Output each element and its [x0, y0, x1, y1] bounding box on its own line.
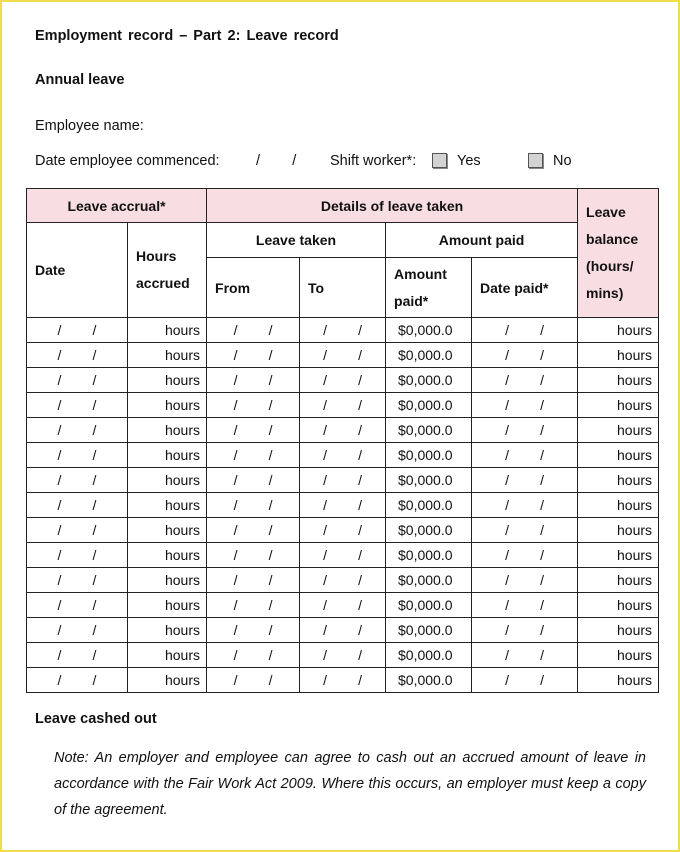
table-row — [27, 543, 659, 568]
to-date-cell[interactable]: / / — [300, 568, 386, 593]
hours-accrued-cell[interactable]: hours — [128, 593, 207, 618]
date-cell[interactable]: / / — [27, 518, 128, 543]
amount-paid-cell[interactable]: $0,000.0 — [386, 493, 472, 518]
leave-balance-cell[interactable]: hours — [578, 368, 659, 393]
employee-name-label: Employee name: — [35, 118, 144, 134]
hours-accrued-cell[interactable]: hours — [128, 443, 207, 468]
shift-worker-label: Shift worker*: — [330, 153, 417, 169]
from-date-cell[interactable]: / / — [207, 493, 300, 518]
hours-accrued-cell[interactable]: hours — [128, 418, 207, 443]
leave-balance-cell[interactable]: hours — [578, 418, 659, 443]
leave-balance-cell[interactable]: hours — [578, 568, 659, 593]
to-date-cell[interactable]: / / — [300, 468, 386, 493]
leave-balance-cell[interactable]: hours — [578, 593, 659, 618]
date-paid-cell[interactable]: / / — [472, 643, 578, 668]
table-row — [27, 468, 659, 493]
to-date-cell[interactable]: / / — [300, 393, 386, 418]
to-date-cell[interactable]: / / — [300, 593, 386, 618]
from-date-cell[interactable]: / / — [207, 543, 300, 568]
table-row — [27, 568, 659, 593]
to-date-cell[interactable]: / / — [300, 643, 386, 668]
to-date-cell[interactable]: / / — [300, 418, 386, 443]
from-date-cell[interactable]: / / — [207, 418, 300, 443]
amount-paid-cell[interactable]: $0,000.0 — [386, 368, 472, 393]
amount-paid-cell[interactable]: $0,000.0 — [386, 418, 472, 443]
date-paid-cell[interactable]: / / — [472, 543, 578, 568]
to-date-cell[interactable]: / / — [300, 318, 386, 343]
leave-balance-cell[interactable]: hours — [578, 493, 659, 518]
date-cell[interactable]: / / — [27, 368, 128, 393]
to-date-cell[interactable]: / / — [300, 618, 386, 643]
amount-paid-cell[interactable]: $0,000.0 — [386, 393, 472, 418]
date-cell[interactable]: / / — [27, 418, 128, 443]
from-date-cell[interactable]: / / — [207, 393, 300, 418]
date-cell[interactable]: / / — [27, 668, 128, 693]
hours-accrued-cell[interactable]: hours — [128, 318, 207, 343]
table-row — [27, 518, 659, 543]
section-heading: Annual leave — [35, 72, 125, 88]
date-paid-cell[interactable]: / / — [472, 493, 578, 518]
leave-balance-cell[interactable]: hours — [578, 618, 659, 643]
amount-paid-cell[interactable]: $0,000.0 — [386, 543, 472, 568]
date-paid-cell[interactable]: / / — [472, 518, 578, 543]
date-cell[interactable]: / / — [27, 318, 128, 343]
hours-accrued-label: Hours accrued — [136, 248, 190, 291]
table-row — [27, 493, 659, 518]
to-date-cell[interactable]: / / — [300, 443, 386, 468]
table-row — [27, 593, 659, 618]
date-paid-cell[interactable]: / / — [472, 343, 578, 368]
hours-accrued-cell[interactable]: hours — [128, 493, 207, 518]
to-date-cell[interactable]: / / — [300, 668, 386, 693]
to-date-cell[interactable]: / / — [300, 343, 386, 368]
from-date-cell[interactable]: / / — [207, 443, 300, 468]
date-paid-cell[interactable]: / / — [472, 418, 578, 443]
hours-accrued-cell[interactable]: hours — [128, 618, 207, 643]
details-leave-taken-header: Details of leave taken — [207, 189, 578, 223]
hours-accrued-cell[interactable]: hours — [128, 568, 207, 593]
from-date-cell[interactable]: / / — [207, 668, 300, 693]
leave-balance-cell[interactable]: hours — [578, 518, 659, 543]
table-row — [27, 668, 659, 693]
date-column-header: Date — [27, 223, 128, 318]
leave-balance-label: Leave balance (hours/ mins) — [586, 204, 639, 301]
date-cell[interactable]: / / — [27, 443, 128, 468]
amount-paid-cell[interactable]: $0,000.0 — [386, 468, 472, 493]
date-paid-cell[interactable]: / / — [472, 468, 578, 493]
table-row — [27, 343, 659, 368]
table-row — [27, 318, 659, 343]
date-cell[interactable]: / / — [27, 543, 128, 568]
date-paid-header: Date paid* — [472, 258, 578, 318]
cash-out-note: Note: An employer and employee can agree to cash out an accrued amount of leave in accordance with the Fair Work Act 2009. Where this occurs, an employer must keep a copy of the agreement. — [54, 750, 646, 818]
from-column-header: From — [207, 258, 300, 318]
hours-accrued-cell[interactable]: hours — [128, 518, 207, 543]
from-date-cell[interactable]: / / — [207, 618, 300, 643]
amount-paid-cell[interactable]: $0,000.0 — [386, 643, 472, 668]
date-paid-cell[interactable]: / / — [472, 618, 578, 643]
from-date-cell[interactable]: / / — [207, 643, 300, 668]
hours-accrued-cell[interactable]: hours — [128, 343, 207, 368]
date-cell[interactable]: / / — [27, 593, 128, 618]
date-paid-cell[interactable]: / / — [472, 668, 578, 693]
from-date-cell[interactable]: / / — [207, 343, 300, 368]
no-label: No — [553, 153, 572, 169]
leave-balance-cell[interactable]: hours — [578, 443, 659, 468]
date-cell[interactable]: / / — [27, 643, 128, 668]
to-date-cell[interactable]: / / — [300, 543, 386, 568]
from-date-cell[interactable]: / / — [207, 593, 300, 618]
amount-paid-cell[interactable]: $0,000.0 — [386, 568, 472, 593]
leave-record-table — [26, 188, 659, 693]
date-paid-cell[interactable]: / / — [472, 368, 578, 393]
table-row — [27, 443, 659, 468]
leave-balance-cell[interactable]: hours — [578, 668, 659, 693]
leave-balance-cell[interactable]: hours — [578, 393, 659, 418]
table-row — [27, 643, 659, 668]
hours-accrued-cell[interactable]: hours — [128, 393, 207, 418]
amount-paid-cell[interactable]: $0,000.0 — [386, 618, 472, 643]
hours-accrued-cell[interactable]: hours — [128, 643, 207, 668]
leave-cashed-out-heading: Leave cashed out — [35, 711, 157, 727]
leave-accrual-header: Leave accrual* — [27, 189, 207, 223]
commenced-label: Date employee commenced: — [35, 153, 220, 169]
from-date-cell[interactable]: / / — [207, 568, 300, 593]
hours-accrued-cell[interactable]: hours — [128, 468, 207, 493]
date-paid-cell[interactable]: / / — [472, 568, 578, 593]
from-date-cell[interactable]: / / — [207, 518, 300, 543]
leave-balance-cell[interactable]: hours — [578, 468, 659, 493]
leave-balance-header — [578, 189, 659, 318]
hours-accrued-cell[interactable]: hours — [128, 668, 207, 693]
amount-paid-group-header: Amount paid — [386, 223, 578, 258]
leave-balance-cell[interactable]: hours — [578, 343, 659, 368]
date-paid-cell[interactable]: / / — [472, 393, 578, 418]
page-title: Employment record – Part 2: Leave record — [35, 28, 339, 44]
shift-worker-yes-checkbox[interactable] — [432, 153, 447, 168]
hours-accrued-header — [128, 223, 207, 318]
amount-paid-cell[interactable]: $0,000.0 — [386, 443, 472, 468]
to-date-cell[interactable]: / / — [300, 518, 386, 543]
table-row — [27, 418, 659, 443]
leave-balance-cell[interactable]: hours — [578, 318, 659, 343]
amount-paid-label: Amount paid* — [394, 265, 447, 309]
amount-paid-cell[interactable]: $0,000.0 — [386, 343, 472, 368]
to-column-header: To — [300, 258, 386, 318]
table-row — [27, 393, 659, 418]
hours-accrued-cell[interactable]: hours — [128, 368, 207, 393]
table-row — [27, 618, 659, 643]
date-paid-cell[interactable]: / / — [472, 593, 578, 618]
hours-accrued-cell[interactable]: hours — [128, 543, 207, 568]
leave-balance-cell[interactable]: hours — [578, 543, 659, 568]
amount-paid-header — [386, 258, 472, 318]
amount-paid-cell[interactable]: $0,000.0 — [386, 318, 472, 343]
yes-label: Yes — [457, 153, 481, 169]
amount-paid-cell[interactable]: $0,000.0 — [386, 593, 472, 618]
table-row — [27, 368, 659, 393]
date-cell[interactable]: / / — [27, 493, 128, 518]
from-date-cell[interactable]: / / — [207, 318, 300, 343]
date-cell[interactable]: / / — [27, 618, 128, 643]
from-date-cell[interactable]: / / — [207, 368, 300, 393]
date-paid-cell[interactable]: / / — [472, 318, 578, 343]
amount-paid-cell[interactable]: $0,000.0 — [386, 518, 472, 543]
commenced-date-field[interactable]: / / — [256, 153, 297, 169]
from-date-cell[interactable]: / / — [207, 468, 300, 493]
leave-taken-header: Leave taken — [207, 223, 386, 258]
shift-worker-no-checkbox[interactable] — [528, 153, 543, 168]
date-paid-cell[interactable]: / / — [472, 443, 578, 468]
to-date-cell[interactable]: / / — [300, 368, 386, 393]
leave-balance-cell[interactable]: hours — [578, 643, 659, 668]
amount-paid-cell[interactable]: $0,000.0 — [386, 668, 472, 693]
date-cell[interactable]: / / — [27, 568, 128, 593]
date-cell[interactable]: / / — [27, 468, 128, 493]
date-cell[interactable]: / / — [27, 343, 128, 368]
to-date-cell[interactable]: / / — [300, 493, 386, 518]
date-cell[interactable]: / / — [27, 393, 128, 418]
